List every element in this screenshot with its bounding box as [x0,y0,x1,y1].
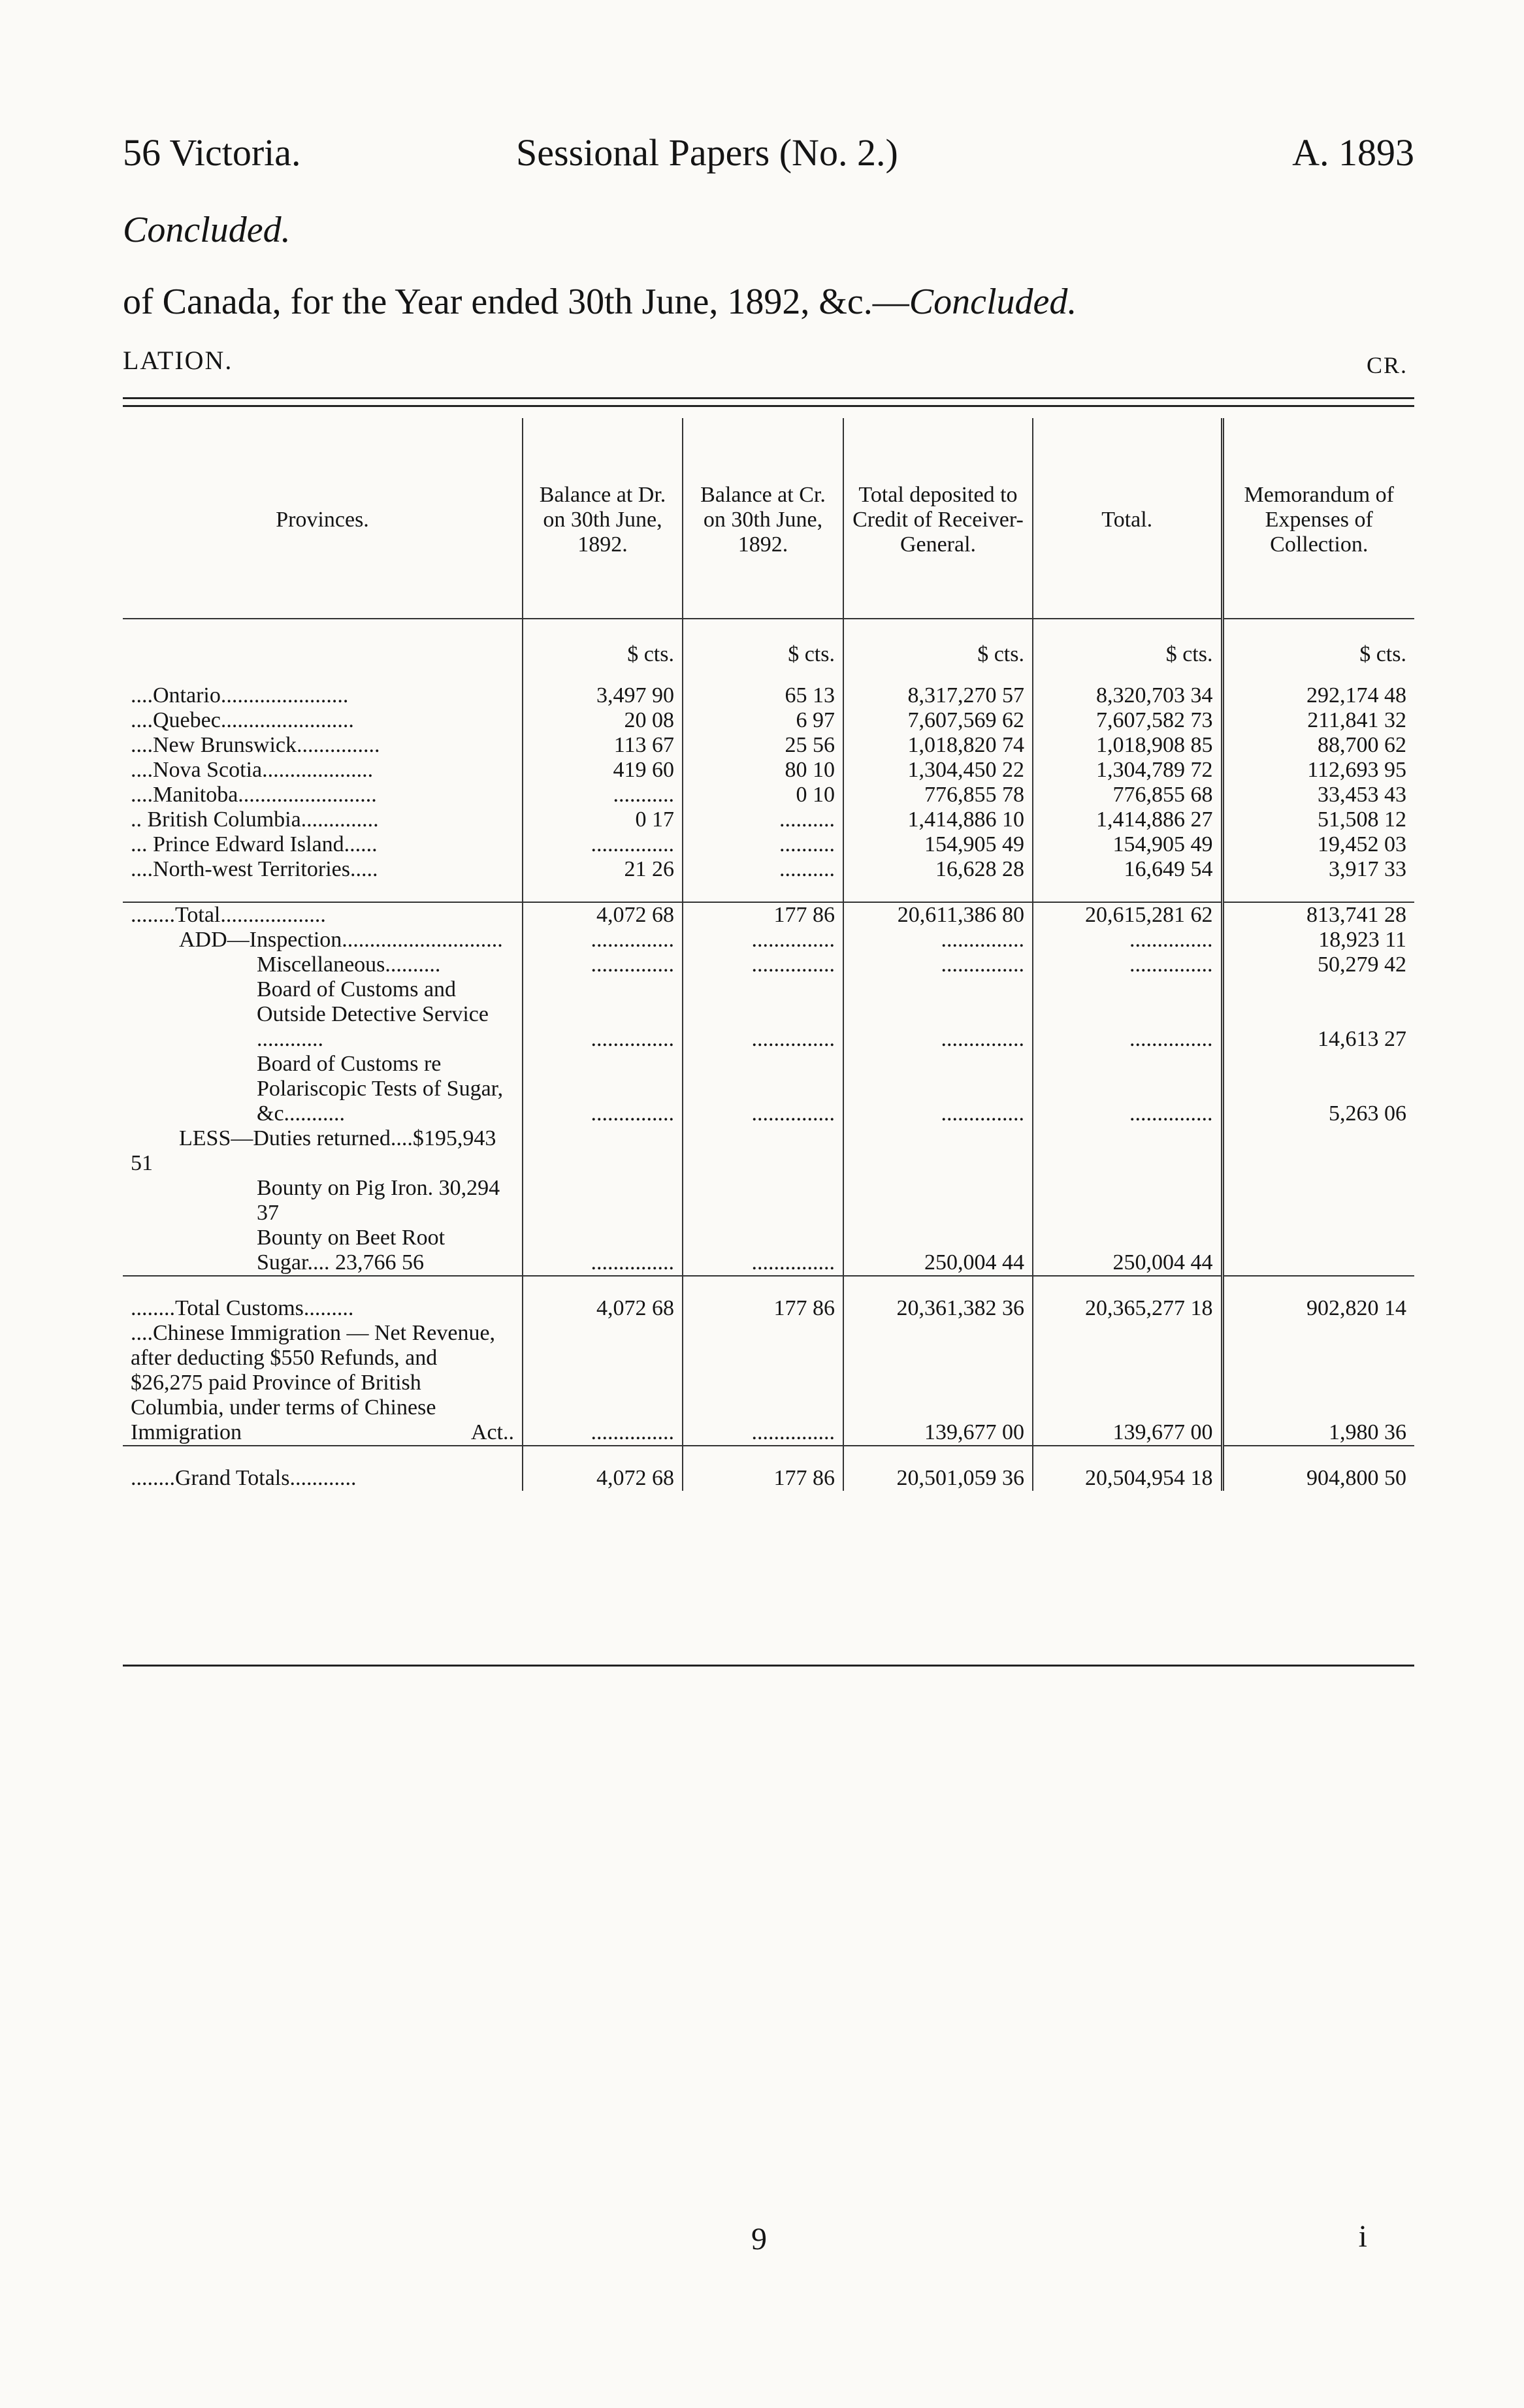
memorandum: 112,693 95 [1222,758,1414,783]
units-dr: $ cts. [523,619,683,683]
dots: ............... [683,1052,843,1126]
units-cr: $ cts. [683,619,843,683]
balance-cr: 25 56 [683,733,843,758]
balance-cr: .......... [683,857,843,882]
gap [683,1276,843,1296]
col-balance-dr: Balance at Dr. on 30th June, 1892. [523,418,683,619]
chinese-dep: 139,677 00 [843,1321,1033,1446]
province-name: ....Ontario....................... [131,683,349,708]
col-memorandum: Memorandum of Expenses of Collection. [1222,418,1414,619]
province-row [123,758,1414,783]
units-dep: $ cts. [843,619,1033,683]
less-duties: —Duties returned....$195,943 51 [131,1126,496,1175]
total: 1,304,789 72 [1033,758,1222,783]
deposited: 1,414,886 10 [843,807,1033,832]
bottom-rule [123,1665,1414,1667]
grand-total-row [123,1466,1414,1491]
dots: ............... [683,1126,843,1276]
gap-row [123,1276,1414,1296]
dots: ............... [1033,952,1222,977]
add-board1-memo: 14,613 27 [1222,977,1414,1052]
gap [123,1276,523,1296]
credit-marker: CR. [1366,352,1408,378]
grand-total: 20,504,954 18 [1033,1466,1222,1491]
total-customs-dep: 20,361,382 36 [843,1296,1033,1321]
header-right: A. 1893 [1292,131,1414,174]
dots: ............... [523,1321,683,1446]
page-number: 9 [751,2222,767,2256]
balance-dr: 21 26 [523,857,683,882]
province-name: ....North-west Territories..... [131,857,378,881]
col-deposited: Total deposited to Credit of Receiver-General. [843,418,1033,619]
balance-dr: 113 67 [523,733,683,758]
dots: ............... [523,977,683,1052]
add-misc-label: Miscellaneous.......... [257,952,441,977]
chinese-total: 139,677 00 [1033,1321,1222,1446]
total: 1,414,886 27 [1033,807,1222,832]
memorandum: 211,841 32 [1222,708,1414,733]
total-customs-dr: 4,072 68 [523,1296,683,1321]
deposited: 16,628 28 [843,857,1033,882]
chinese-immigration-row [123,1321,1414,1446]
deposited: 154,905 49 [843,832,1033,857]
balance-dr: ............... [523,832,683,857]
deposited: 8,317,270 57 [843,683,1033,708]
memorandum: 292,174 48 [1222,683,1414,708]
dots: ............... [843,928,1033,952]
deposited: 776,855 78 [843,783,1033,807]
col-balance-cr: Balance at Cr. on 30th June, 1892. [683,418,843,619]
total-memo: 813,741 28 [1222,902,1414,928]
gap [1222,1446,1414,1466]
add-board2-label: Board of Customs re Polariscopic Tests of Sugar, &c........... [257,1052,504,1126]
province-row [123,832,1414,857]
memorandum: 51,508 12 [1222,807,1414,832]
dots: ............... [523,1052,683,1126]
gap [123,882,523,902]
total: 776,855 68 [1033,783,1222,807]
table-subtitle [123,281,1077,323]
balance-cr: .......... [683,807,843,832]
balance-cr: 80 10 [683,758,843,783]
add-inspection-memo: 18,923 11 [1222,928,1414,952]
total: 1,018,908 85 [1033,733,1222,758]
dots: ............... [683,928,843,952]
units-memo: $ cts. [1222,619,1414,683]
total: 8,320,703 34 [1033,683,1222,708]
header-left: 56 Victoria. [123,131,301,174]
province-row [123,857,1414,882]
total-customs-memo: 902,820 14 [1222,1296,1414,1321]
header-center: Sessional Papers (No. 2.) [516,131,898,174]
dots: ............... [843,952,1033,977]
col-total: Total. [1033,418,1222,619]
grand-memo: 904,800 50 [1222,1466,1414,1491]
province-row [123,783,1414,807]
balance-dr: 20 08 [523,708,683,733]
balance-dr: 3,497 90 [523,683,683,708]
total: 16,649 54 [1033,857,1222,882]
table-header-row [123,418,1414,619]
province-row [123,683,1414,708]
grand-label: ........Grand Totals............ [131,1466,357,1490]
less-dep: 250,004 44 [843,1126,1033,1276]
total-customs-total: 20,365,277 18 [1033,1296,1222,1321]
deposited: 1,018,820 74 [843,733,1033,758]
gap [683,882,843,902]
dots: ............... [843,977,1033,1052]
less-prefix: LESS [179,1126,231,1150]
top-rule [123,397,1414,399]
gap [523,1276,683,1296]
add-inspection-label [123,928,523,952]
gap [1033,1276,1222,1296]
dots: ............... [683,977,843,1052]
dots: ............... [523,952,683,977]
dots: ............... [1033,928,1222,952]
gap [1033,1446,1222,1466]
page-roman: i [1358,2219,1367,2254]
deposited: 7,607,569 62 [843,708,1033,733]
dots: ............... [683,952,843,977]
province-name: ....Manitoba......................... [131,783,377,807]
add-inspection-text: —Inspection............................. [227,928,503,952]
grand-dr: 4,072 68 [523,1466,683,1491]
province-row [123,807,1414,832]
total-dr: 4,072 68 [523,902,683,928]
add-misc-memo: 50,279 42 [1222,952,1414,977]
balance-cr: .......... [683,832,843,857]
balance-cr: 0 10 [683,783,843,807]
balance-dr: 419 60 [523,758,683,783]
gap-row [123,882,1414,902]
gap [1033,882,1222,902]
total-customs-label: ........Total Customs......... [131,1296,354,1320]
total-dep: 20,611,386 80 [843,902,1033,928]
add-board2-row [123,1052,1414,1126]
units-row [123,619,1414,683]
total-cr: 177 86 [683,902,843,928]
province-name: .. British Columbia.............. [131,807,379,832]
grand-dep: 20,501,059 36 [843,1466,1033,1491]
total-total: 20,615,281 62 [1033,902,1222,928]
balance-dr: ........... [523,783,683,807]
gap [523,882,683,902]
add-board1-label: Board of Customs and Outside Detective Service ............ [257,977,489,1051]
less-label [123,1126,523,1276]
gap [1222,882,1414,902]
dots: ............... [1033,1052,1222,1126]
col-provinces: Provinces. [123,418,523,619]
dots: ............... [683,1321,843,1446]
total-label: ........Total................... [123,902,523,928]
dots: ............... [843,1052,1033,1126]
less-memo [1222,1126,1414,1276]
memorandum: 88,700 62 [1222,733,1414,758]
total: 154,905 49 [1033,832,1222,857]
units-blank [123,619,523,683]
add-misc-row [123,952,1414,977]
province-name: ... Prince Edward Island...... [131,832,378,856]
subtitle-italic: Concluded. [909,282,1077,322]
dots: ............... [523,928,683,952]
balance-cr: 6 97 [683,708,843,733]
subtitle-main: of Canada, for the Year ended 30th June, 1892, &c.— [123,282,909,322]
total-customs-cr: 177 86 [683,1296,843,1321]
add-board1-row [123,977,1414,1052]
less-total: 250,004 44 [1033,1126,1222,1276]
memorandum: 3,917 33 [1222,857,1414,882]
section-fragment: LATION. [123,346,233,375]
add-inspection-row [123,928,1414,952]
province-name: ....Quebec........................ [131,708,354,732]
gap-row [123,1446,1414,1466]
total: 7,607,582 73 [1033,708,1222,733]
less-beet-sugar: Bounty on Beet Root Sugar.... 23,766 56 [257,1226,446,1275]
gap [843,882,1033,902]
province-name: ....Nova Scotia.................... [131,758,374,782]
gap [1222,1276,1414,1296]
chinese-label: ....Chinese Immigration — Net Revenue, after deducting $550 Refunds, and $26,275 paid Province of British Columbia, under terms of Chinese Immigration Act.. [123,1321,523,1446]
add-prefix: ADD [179,928,227,952]
less-row [123,1126,1414,1276]
less-pig-iron: Bounty on Pig Iron. 30,294 37 [257,1176,500,1225]
province-row [123,708,1414,733]
balance-cr: 65 13 [683,683,843,708]
province-row [123,733,1414,758]
concluded-tag: Concluded. [123,210,291,250]
deposited: 1,304,450 22 [843,758,1033,783]
units-total: $ cts. [1033,619,1222,683]
province-name: ....New Brunswick............... [131,733,380,757]
gap [123,1446,523,1466]
balance-dr: 0 17 [523,807,683,832]
total-row [123,902,1414,928]
gap [843,1446,1033,1466]
add-board2-memo: 5,263 06 [1222,1052,1414,1126]
gap [523,1446,683,1466]
revenue-table [123,418,1414,1491]
gap [683,1446,843,1466]
memorandum: 33,453 43 [1222,783,1414,807]
chinese-memo: 1,980 36 [1222,1321,1414,1446]
dots: ............... [523,1126,683,1276]
dots: ............... [1033,977,1222,1052]
gap [843,1276,1033,1296]
total-customs-row [123,1296,1414,1321]
grand-cr: 177 86 [683,1466,843,1491]
top-rule-second [123,405,1414,407]
memorandum: 19,452 03 [1222,832,1414,857]
